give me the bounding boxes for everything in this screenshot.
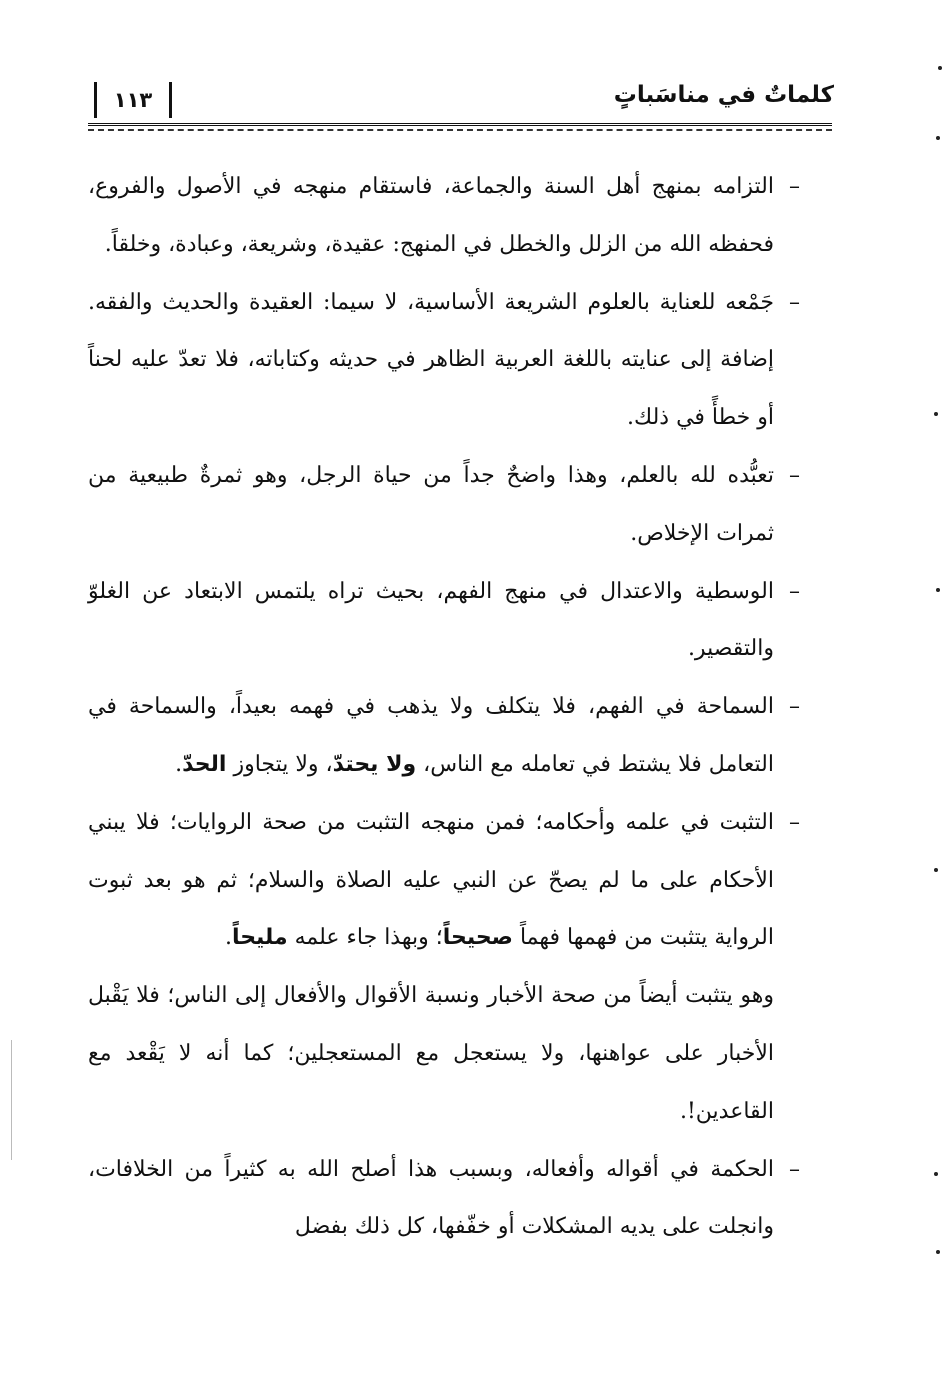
item-text-part: التثبت في علمه وأحكامه؛ فمن منهجه التثبت من صحة الروايات؛ فلا يبني الأحكام على ما لم يصحّ عن النبي عليه الصلاة والسلام؛ ثم هو بعد ثبوت الرواية يتثبت من فهمها فهماً [88, 809, 774, 951]
scan-mark [936, 588, 940, 592]
scan-mark [936, 136, 940, 140]
item-dash: – [789, 289, 800, 315]
item-text: جَمْعه للعناية بالعلوم الشريعة الأساسية، لا سيما: العقيدة والحديث والفقه. إضافة إلى عنايته باللغة العربية الظاهر في حديثه وكتاباته، فلا تعدّ عليه لحناً أو خطأً في ذلك. [88, 289, 774, 431]
bold-phrase: مليحاً [231, 925, 288, 951]
item-dash: – [789, 578, 800, 604]
list-item [88, 794, 800, 967]
item-dash: – [789, 694, 800, 720]
item-text: الحكمة في أقواله وأفعاله، وبسبب هذا أصلح الله به كثيراً من الخلافات، وانجلت على يديه المشكلات أو خفّفها، كل ذلك بفضل [88, 1156, 774, 1240]
page-header [88, 78, 834, 126]
page-number: ١١٣ [113, 88, 153, 112]
item-text-part: ؛ وبهذا جاء علمه [287, 925, 443, 951]
item-text-part: السماحة في الفهم، فلا يتكلف ولا يذهب في فهمه بعيداً، والسماحة في التعامل فلا يشتط في تعامله مع الناس، [88, 694, 774, 777]
item-text-part: . [224, 925, 232, 951]
page-body [88, 158, 800, 1256]
running-title: كلماتٌ في مناسَباتٍ [613, 82, 834, 108]
list-item [88, 158, 800, 274]
item-dash: – [789, 174, 800, 199]
scan-mark [934, 1172, 938, 1176]
item-dash: – [789, 462, 800, 488]
header-rule-dashed [88, 129, 832, 131]
item-text-part: ، ولا يتجاوز [226, 751, 333, 777]
list-item [88, 274, 800, 447]
scan-mark [934, 412, 938, 416]
scan-mark [938, 66, 942, 70]
scan-mark [934, 868, 938, 872]
scan-edge-line [11, 1040, 12, 1160]
item-text: تعبُّده لله بالعلم، وهذا واضحٌ جداً من حياة الرجل، وهو ثمرةٌ طبيعية من ثمرات الإخلاص. [88, 462, 774, 546]
list-item [88, 563, 800, 679]
item-dash: – [789, 809, 800, 835]
bold-phrase: صحيحاً [442, 925, 513, 951]
item-text: التزامه بمنهج أهل السنة والجماعة، فاستقام منهجه في الأصول والفروع، فحفظه الله من الزلل والخطل في المنهج: عقيدة، وشريعة، وعبادة، وخلقاً. [88, 174, 774, 257]
paragraph: وهو يتثبت أيضاً من صحة الأخبار ونسبة الأقوال والأفعال إلى الناس؛ فلا يَقْبل الأخبار على عواهنها، ولا يستعجل مع المستعجلين؛ كما أنه لا يَقْعد مع القاعدين!. [88, 983, 774, 1124]
list-item [88, 447, 800, 563]
scan-mark [936, 1250, 940, 1254]
item-dash: – [789, 1156, 800, 1182]
header-rule [88, 123, 832, 126]
page-number-box [94, 82, 172, 118]
item-text-part: . [175, 751, 183, 777]
bold-phrase: الحدّ [182, 751, 227, 777]
item-text: الوسطية والاعتدال في منهج الفهم، بحيث تراه يلتمس الابتعاد عن الغلوّ والتقصير. [88, 578, 774, 662]
list-item [88, 678, 800, 794]
bold-phrase: ولا يحتدّ [332, 751, 417, 777]
list-item [88, 1141, 800, 1257]
